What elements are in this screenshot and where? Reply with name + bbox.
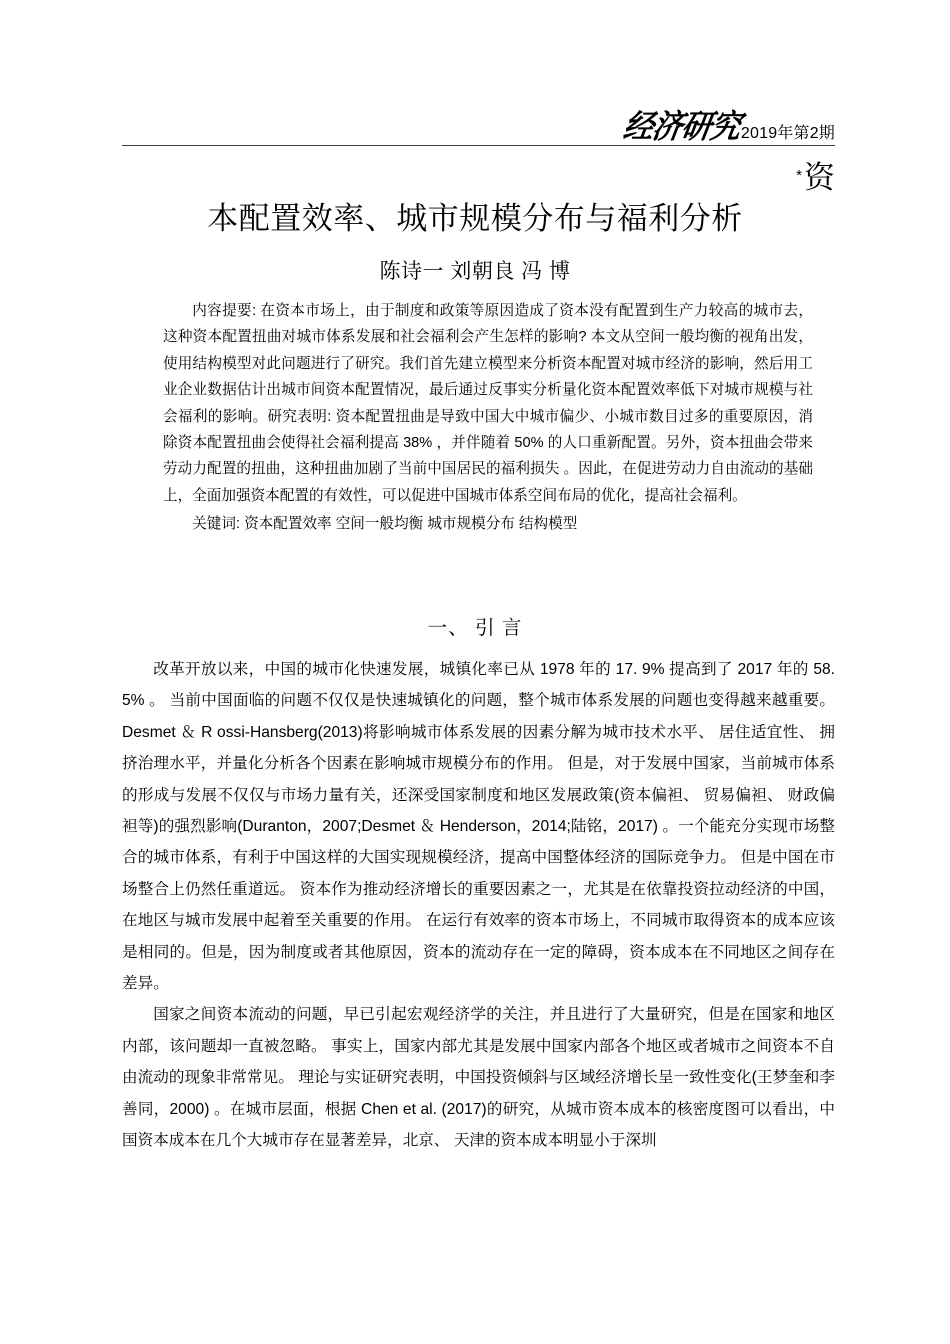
section-heading-introduction: 一、 引 言: [427, 617, 523, 639]
abstract-block: [163, 298, 813, 538]
page-title: 本配置效率、城市规模分布与福利分析: [207, 201, 743, 236]
title-first-line: [122, 162, 835, 204]
title-fragment: 资: [804, 160, 835, 195]
abstract-paragraph: 内容提要: 在资本市场上，由于制度和政策等原因造成了资本没有配置到生产力较高的城市去，这种资本配置扭曲对城市体系发展和社会福利会产生怎样的影响? 本文从空间一般均衡的视角出发，使用结构模型对此问题进行了研究。我们首先建立模型来分析资本配置对城市经济的影响，然后用工业企业数据估计出城市间资本配置情况，最后通过反事实分析量化资本配置效率低下对城市规模与社会福利的影响。研究表明: 资本配置扭曲是导致中国大中城市偏少、小城市数目过多的重要原因，消除资本配置扭曲会使得社会福利提高 38% ，并伴随着 50% 的人口重新配置。另外，资本扭曲会带来劳动力配置的扭曲，这种扭曲加剧了当前中国居民的福利损失 。因此，在促进劳动力自由流动的基础上，全面加强资本配置的有效性，可以促进中国城市体系空间布局的优化，提高社会福利。: [163, 303, 813, 504]
keywords-line: 关键词: 资本配置效率 空间一般均衡 城市规模分布 结构模型: [192, 516, 578, 533]
body-paragraph: 改革开放以来，中国的城市化快速发展，城镇化率已从 1978 年的 17. 9% 提高到了 2017 年的 58. 5% 。 当前中国面临的问题不仅仅是快速城镇化的问题，整个城市体系发展的问题也变得越来越重要。 Desmet ＆ R ossi-Hansberg(2013)将影响城市体系发展的因素分解为城市技术水平、 居住适宜性、 拥挤治理水平，并量化分析各个因素在影响城市规模分布的作用。 但是，对于发展中国家，当前城市体系的形成与发展不仅仅与市场力量有关，还深受国家制度和地区发展政策(资本偏袒、 贸易偏袒、 财政偏袒等)的强烈影响(Duranton，2007;Desmet ＆ Henderson，2014;陆铭，2017) 。一个能充分实现市场整合的城市体系，有利于中国这样的大国实现规模经济，提高中国整体经济的国际竞争力。 但是中国在市场整合上仍然任重道远。 资本作为推动经济增长的重要因素之一，尤其是在依靠投资拉动经济的中国，在地区与城市发展中起着至关重要的作用。 在运行有效率的资本市场上，不同城市取得资本的成本应该是相同的。但是，因为制度或者其他原因，资本的流动存在一定的障碍，资本成本在不同地区之间存在差异。: [122, 661, 835, 993]
author-list: 陈诗一 刘朝良 冯 博: [379, 260, 571, 283]
body-paragraph: 国家之间资本流动的问题，早已引起宏观经济学的关注，并且进行了大量研究，但是在国家和地区内部，该问题却一直被忽略。 事实上，国家内部尤其是发展中国家内部各个地区或者城市之间资本不自由流动的现象非常常见。 理论与实证研究表明，中国投资倾斜与区域经济增长呈一致性变化(王梦奎和李善同，2000) 。在城市层面，根据 Chen et al. (2017)的研究，从城市资本成本的核密度图可以看出，中国资本成本在几个大城市存在显著差异，北京、 天津的资本成本明显小于深圳: [122, 1006, 835, 1150]
title-footnote-marker: *: [796, 166, 802, 184]
page-masthead: [122, 100, 835, 146]
journal-logo: 经济研究: [620, 108, 743, 147]
body-text: [122, 654, 835, 1157]
issue-label: 2019年第2期: [740, 125, 835, 142]
